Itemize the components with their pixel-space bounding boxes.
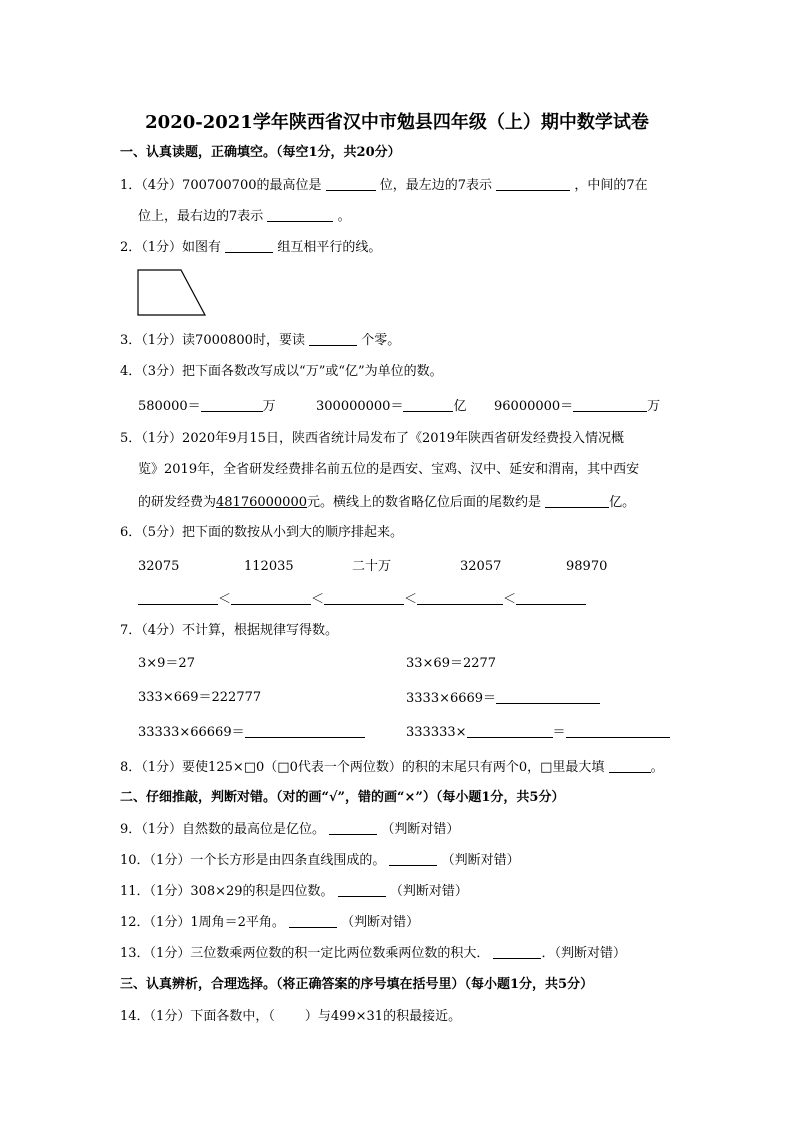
underlined-number: 48176000000 — [216, 495, 307, 510]
q4-item-3 — [494, 397, 660, 416]
answer-blank[interactable] — [403, 397, 453, 412]
answer-blank[interactable] — [201, 397, 263, 412]
q13-text: 13．（1分）三位数乘两位数的积一定比两位数乘两位数的积大． — [120, 946, 490, 961]
q6-ordering-line — [138, 590, 586, 609]
q7-equation-text: 333333× — [406, 725, 467, 740]
answer-blank[interactable] — [329, 820, 377, 835]
less-than-sign: ＜ — [218, 592, 232, 607]
question-7: 7．（4分）不计算，根据规律写得数。 — [120, 623, 339, 638]
answer-blank[interactable] — [231, 590, 311, 605]
q6-number: 32075 — [138, 559, 180, 574]
judge-hint: （判断对错） — [381, 822, 460, 837]
question-10 — [120, 851, 520, 870]
question-9 — [120, 820, 459, 839]
answer-blank[interactable] — [609, 758, 651, 773]
q1-text-b: 位，最左边的7表示 — [379, 178, 493, 193]
q6-number: 98970 — [566, 559, 608, 574]
q6-number: 二十万 — [352, 559, 392, 574]
q7-equation: 33×69＝2277 — [406, 656, 497, 671]
answer-blank[interactable] — [573, 397, 647, 412]
q1-text-c: ，中间的7在 — [574, 178, 648, 193]
q8-text-b: 。 — [650, 760, 664, 775]
question-4: 4．（3分）把下面各数改写成以“万”或“亿”为单位的数。 — [120, 364, 443, 379]
q14-text-b: ）与499×31的积最接近。 — [304, 1009, 462, 1024]
answer-blank[interactable] — [326, 176, 376, 191]
q4-unit-3: 万 — [647, 399, 661, 414]
answer-blank[interactable] — [138, 590, 218, 605]
judge-hint: ．（判断对错） — [541, 946, 626, 961]
answer-blank[interactable] — [545, 493, 609, 508]
answer-blank[interactable] — [496, 176, 570, 191]
section-1-heading: 一、认真读题，正确填空。（每空1分，共20分） — [120, 145, 401, 160]
question-14 — [120, 1008, 461, 1026]
q5-text-a: 的研发经费为 — [138, 495, 217, 510]
q2-text-a: 2．（1分）如图有 — [120, 240, 222, 255]
q14-text-a: 14．（1分）下面各数中，（ — [120, 1009, 275, 1024]
q1-text-a: 1．（4分）700700700的最高位是 — [120, 178, 322, 193]
q4-item-2 — [316, 397, 466, 416]
answer-blank[interactable] — [467, 723, 553, 738]
question-5-line-1: 5．（1分）2020年9月15日，陕西省统计局发布了《2019年陕西省研发经费投入情况概 — [120, 431, 625, 446]
q7-equation-text: 3333×6669＝ — [406, 691, 497, 706]
page-title: 2020-2021学年陕西省汉中市勉县四年级（上）期中数学试卷 — [145, 112, 649, 133]
q4-item-3-text: 96000000＝ — [494, 399, 574, 414]
q8-text-a: 8．（1分）要使125×□0（□0代表一个两位数）的积的末尾只有两个0，□里最大填 — [120, 760, 605, 775]
q4-unit-2: 亿 — [453, 399, 467, 414]
less-than-sign: ＜ — [311, 592, 325, 607]
q7-equation — [138, 723, 365, 742]
answer-blank[interactable] — [324, 590, 404, 605]
question-1-line-2 — [138, 207, 351, 226]
question-5-line-3 — [138, 493, 635, 512]
less-than-sign: ＜ — [503, 592, 517, 607]
answer-blank[interactable] — [245, 723, 365, 738]
answer-blank[interactable] — [516, 590, 586, 605]
q11-text: 11．（1分）308×29的积是四位数。 — [120, 884, 334, 899]
q7-equation — [406, 723, 670, 742]
q4-item-2-text: 300000000＝ — [316, 399, 404, 414]
answer-blank[interactable] — [389, 851, 437, 866]
judge-hint: （判断对错） — [341, 915, 420, 930]
answer-blank[interactable] — [496, 689, 600, 704]
q3-text-a: 3．（1分）读7000800时，要读 — [120, 333, 305, 348]
answer-blank[interactable] — [267, 207, 333, 222]
question-12 — [120, 913, 419, 932]
less-than-sign: ＜ — [404, 592, 418, 607]
q1-text-d: 位上，最右边的7表示 — [138, 209, 264, 224]
q6-number: 32057 — [460, 559, 502, 574]
judge-hint: （判断对错） — [389, 884, 468, 899]
answer-blank[interactable] — [493, 944, 541, 959]
answer-blank[interactable] — [225, 238, 273, 253]
q5-text-b: 元。横线上的数省略亿位后面的尾数约是 — [307, 495, 542, 510]
equals-sign: ＝ — [552, 725, 566, 740]
q1-text-e: 。 — [337, 209, 351, 224]
question-3 — [120, 331, 400, 350]
q7-equation: 3×9＝27 — [138, 656, 195, 671]
q3-text-b: 个零。 — [361, 333, 401, 348]
q7-equation: 333×669＝222777 — [138, 690, 262, 705]
q2-text-b: 组互相平行的线。 — [277, 240, 382, 255]
answer-blank[interactable] — [309, 331, 357, 346]
question-8 — [120, 758, 664, 777]
q10-text: 10．（1分）一个长方形是由四条直线围成的。 — [120, 853, 386, 868]
q5-text-c: 亿。 — [609, 495, 636, 510]
answer-blank[interactable] — [417, 590, 503, 605]
question-5-line-2: 览》2019年，全省研发经费排名前五位的是西安、宝鸡、汉中、延安和渭南，其中西安 — [138, 462, 640, 477]
q6-number: 112035 — [244, 559, 294, 574]
q9-text: 9．（1分）自然数的最高位是亿位。 — [120, 822, 326, 837]
q7-equation — [406, 689, 600, 708]
answer-blank[interactable] — [338, 882, 386, 897]
section-2-heading: 二、仔细推敲，判断对错。（对的画“√”，错的画“×”）（每小题1分，共5分） — [120, 790, 565, 805]
question-1-line-1 — [120, 176, 648, 195]
trapezoid-figure — [136, 268, 208, 318]
answer-blank[interactable] — [566, 723, 670, 738]
question-6: 6．（5分）把下面的数按从小到大的顺序排起来。 — [120, 525, 404, 540]
answer-blank[interactable] — [289, 913, 337, 928]
q4-item-1-text: 580000＝ — [138, 399, 201, 414]
q12-text: 12．（1分）1周角＝2平角。 — [120, 915, 285, 930]
question-13 — [120, 944, 626, 963]
question-2 — [120, 238, 381, 257]
q4-unit-1: 万 — [262, 399, 276, 414]
judge-hint: （判断对错） — [441, 853, 520, 868]
q7-equation-text: 33333×66669＝ — [138, 725, 245, 740]
section-3-heading: 三、认真辨析，合理选择。（将正确答案的序号填在括号里）（每小题1分，共5分） — [120, 977, 594, 992]
question-11 — [120, 882, 468, 901]
q4-item-1 — [138, 397, 276, 416]
